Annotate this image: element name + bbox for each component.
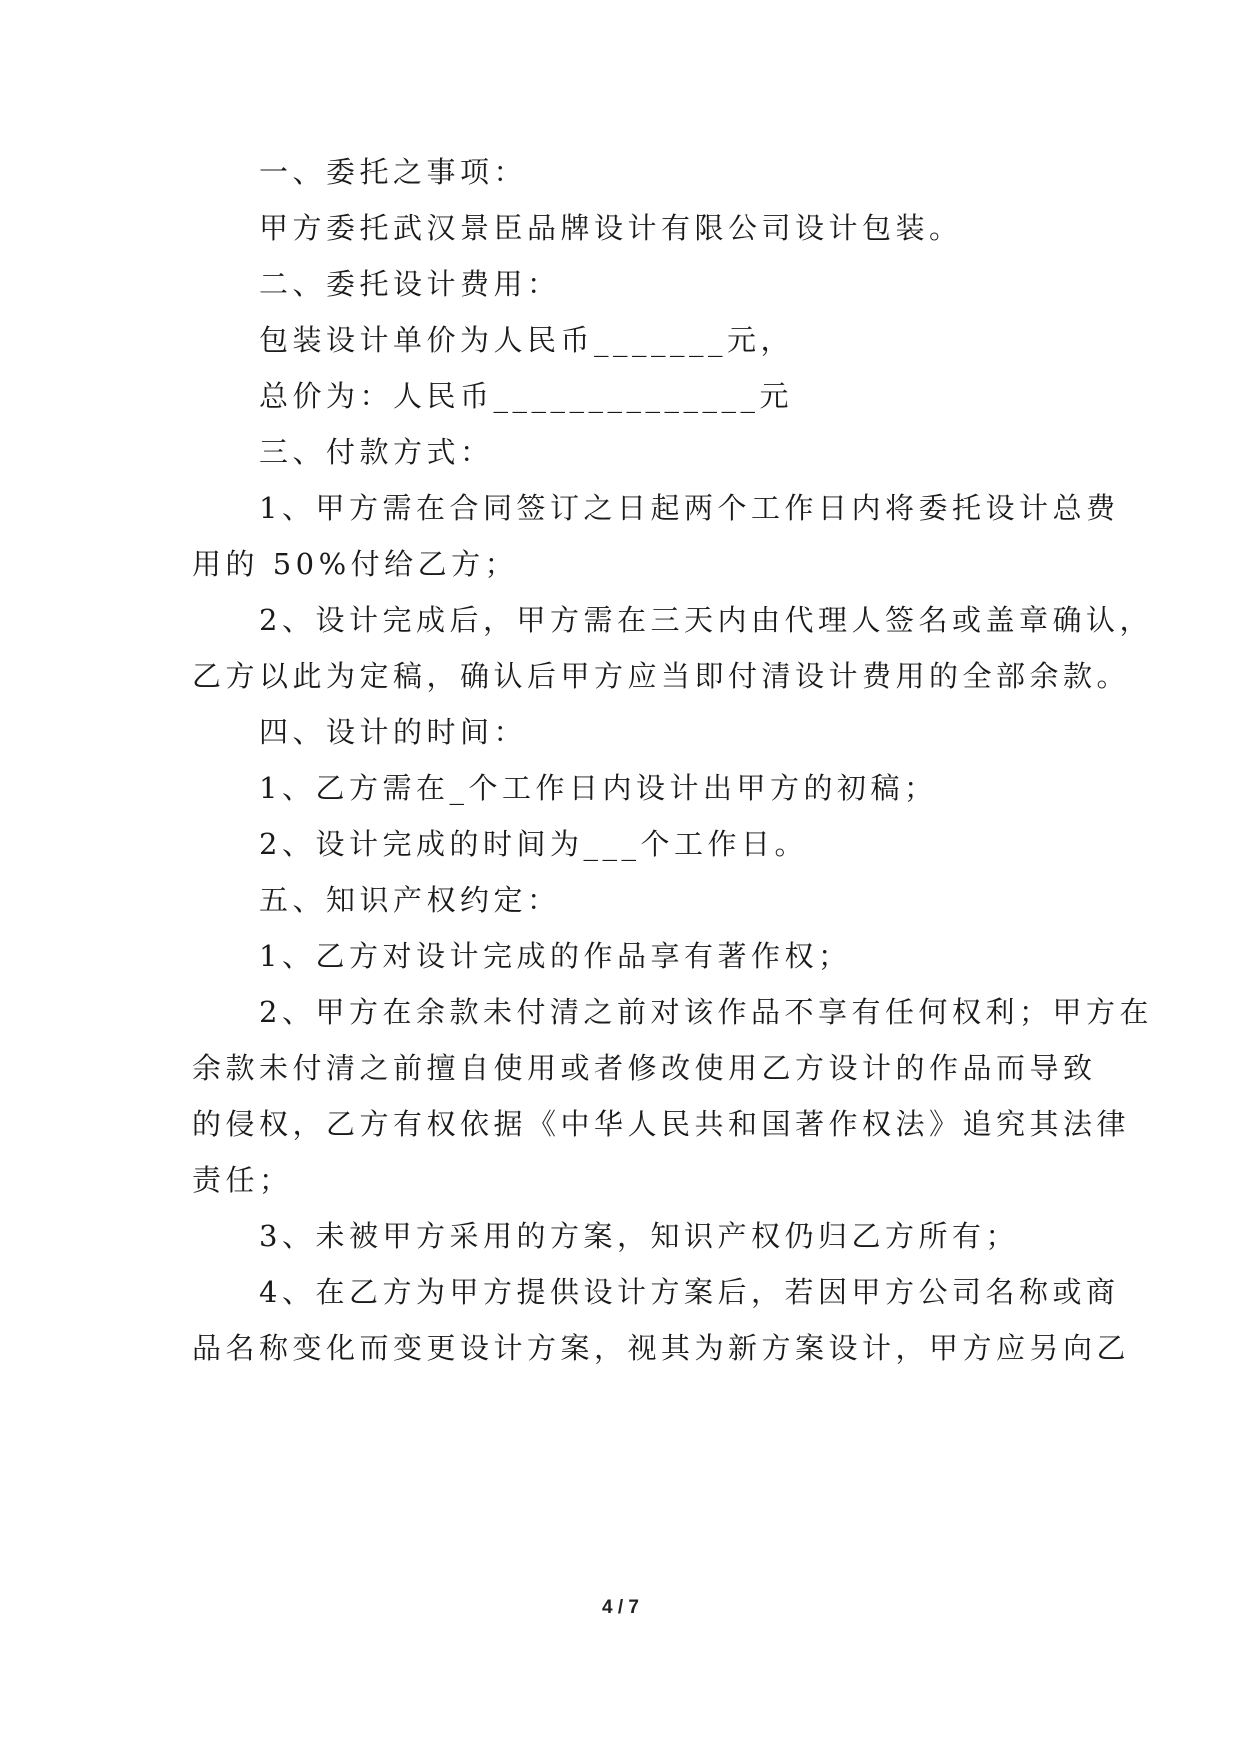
text-line: 2、设计完成后，甲方需在三天内由代理人签名或盖章确认，: [192, 603, 1153, 637]
text-line: 的侵权，乙方有权依据《中华人民共和国著作权法》追究其法律: [192, 1107, 1131, 1141]
text-line: 4、在乙方为甲方提供设计方案后，若因甲方公司名称或商: [192, 1275, 1120, 1309]
text-line: 五、知识产权约定：: [192, 883, 561, 917]
text-line: 2、甲方在余款未付清之前对该作品不享有任何权利；甲方在: [192, 995, 1153, 1029]
page-number: 4 / 7: [602, 1597, 639, 1618]
text-line: 2、设计完成的时间为___个工作日。: [192, 827, 808, 861]
text-line: 三、付款方式：: [192, 435, 494, 469]
text-line: 用的 50%付给乙方；: [192, 547, 519, 581]
text-line: 品名称变化而变更设计方案，视其为新方案设计，甲方应另向乙: [192, 1331, 1131, 1365]
text-line: 3、未被甲方采用的方案，知识产权仍归乙方所有；: [192, 1219, 1019, 1253]
text-line: 二、委托设计费用：: [192, 267, 561, 301]
text-line: 乙方以此为定稿，确认后甲方应当即付清设计费用的全部余款。: [192, 659, 1131, 693]
text-line: 责任；: [192, 1163, 293, 1197]
text-line: 总价为：人民币______________元: [192, 379, 794, 413]
text-line: 甲方委托武汉景臣品牌设计有限公司设计包装。: [192, 211, 963, 245]
text-line: 1、乙方对设计完成的作品享有著作权；: [192, 939, 852, 973]
text-line: 包装设计单价为人民币_______元，: [192, 323, 795, 357]
text-line: 一、委托之事项：: [192, 155, 528, 189]
text-line: 1、乙方需在_个工作日内设计出甲方的初稿；: [192, 771, 938, 805]
text-line: 1、甲方需在合同签订之日起两个工作日内将委托设计总费: [192, 491, 1120, 525]
text-line: 余款未付清之前擅自使用或者修改使用乙方设计的作品而导致: [192, 1051, 1097, 1085]
text-line: 四、设计的时间：: [192, 715, 528, 749]
